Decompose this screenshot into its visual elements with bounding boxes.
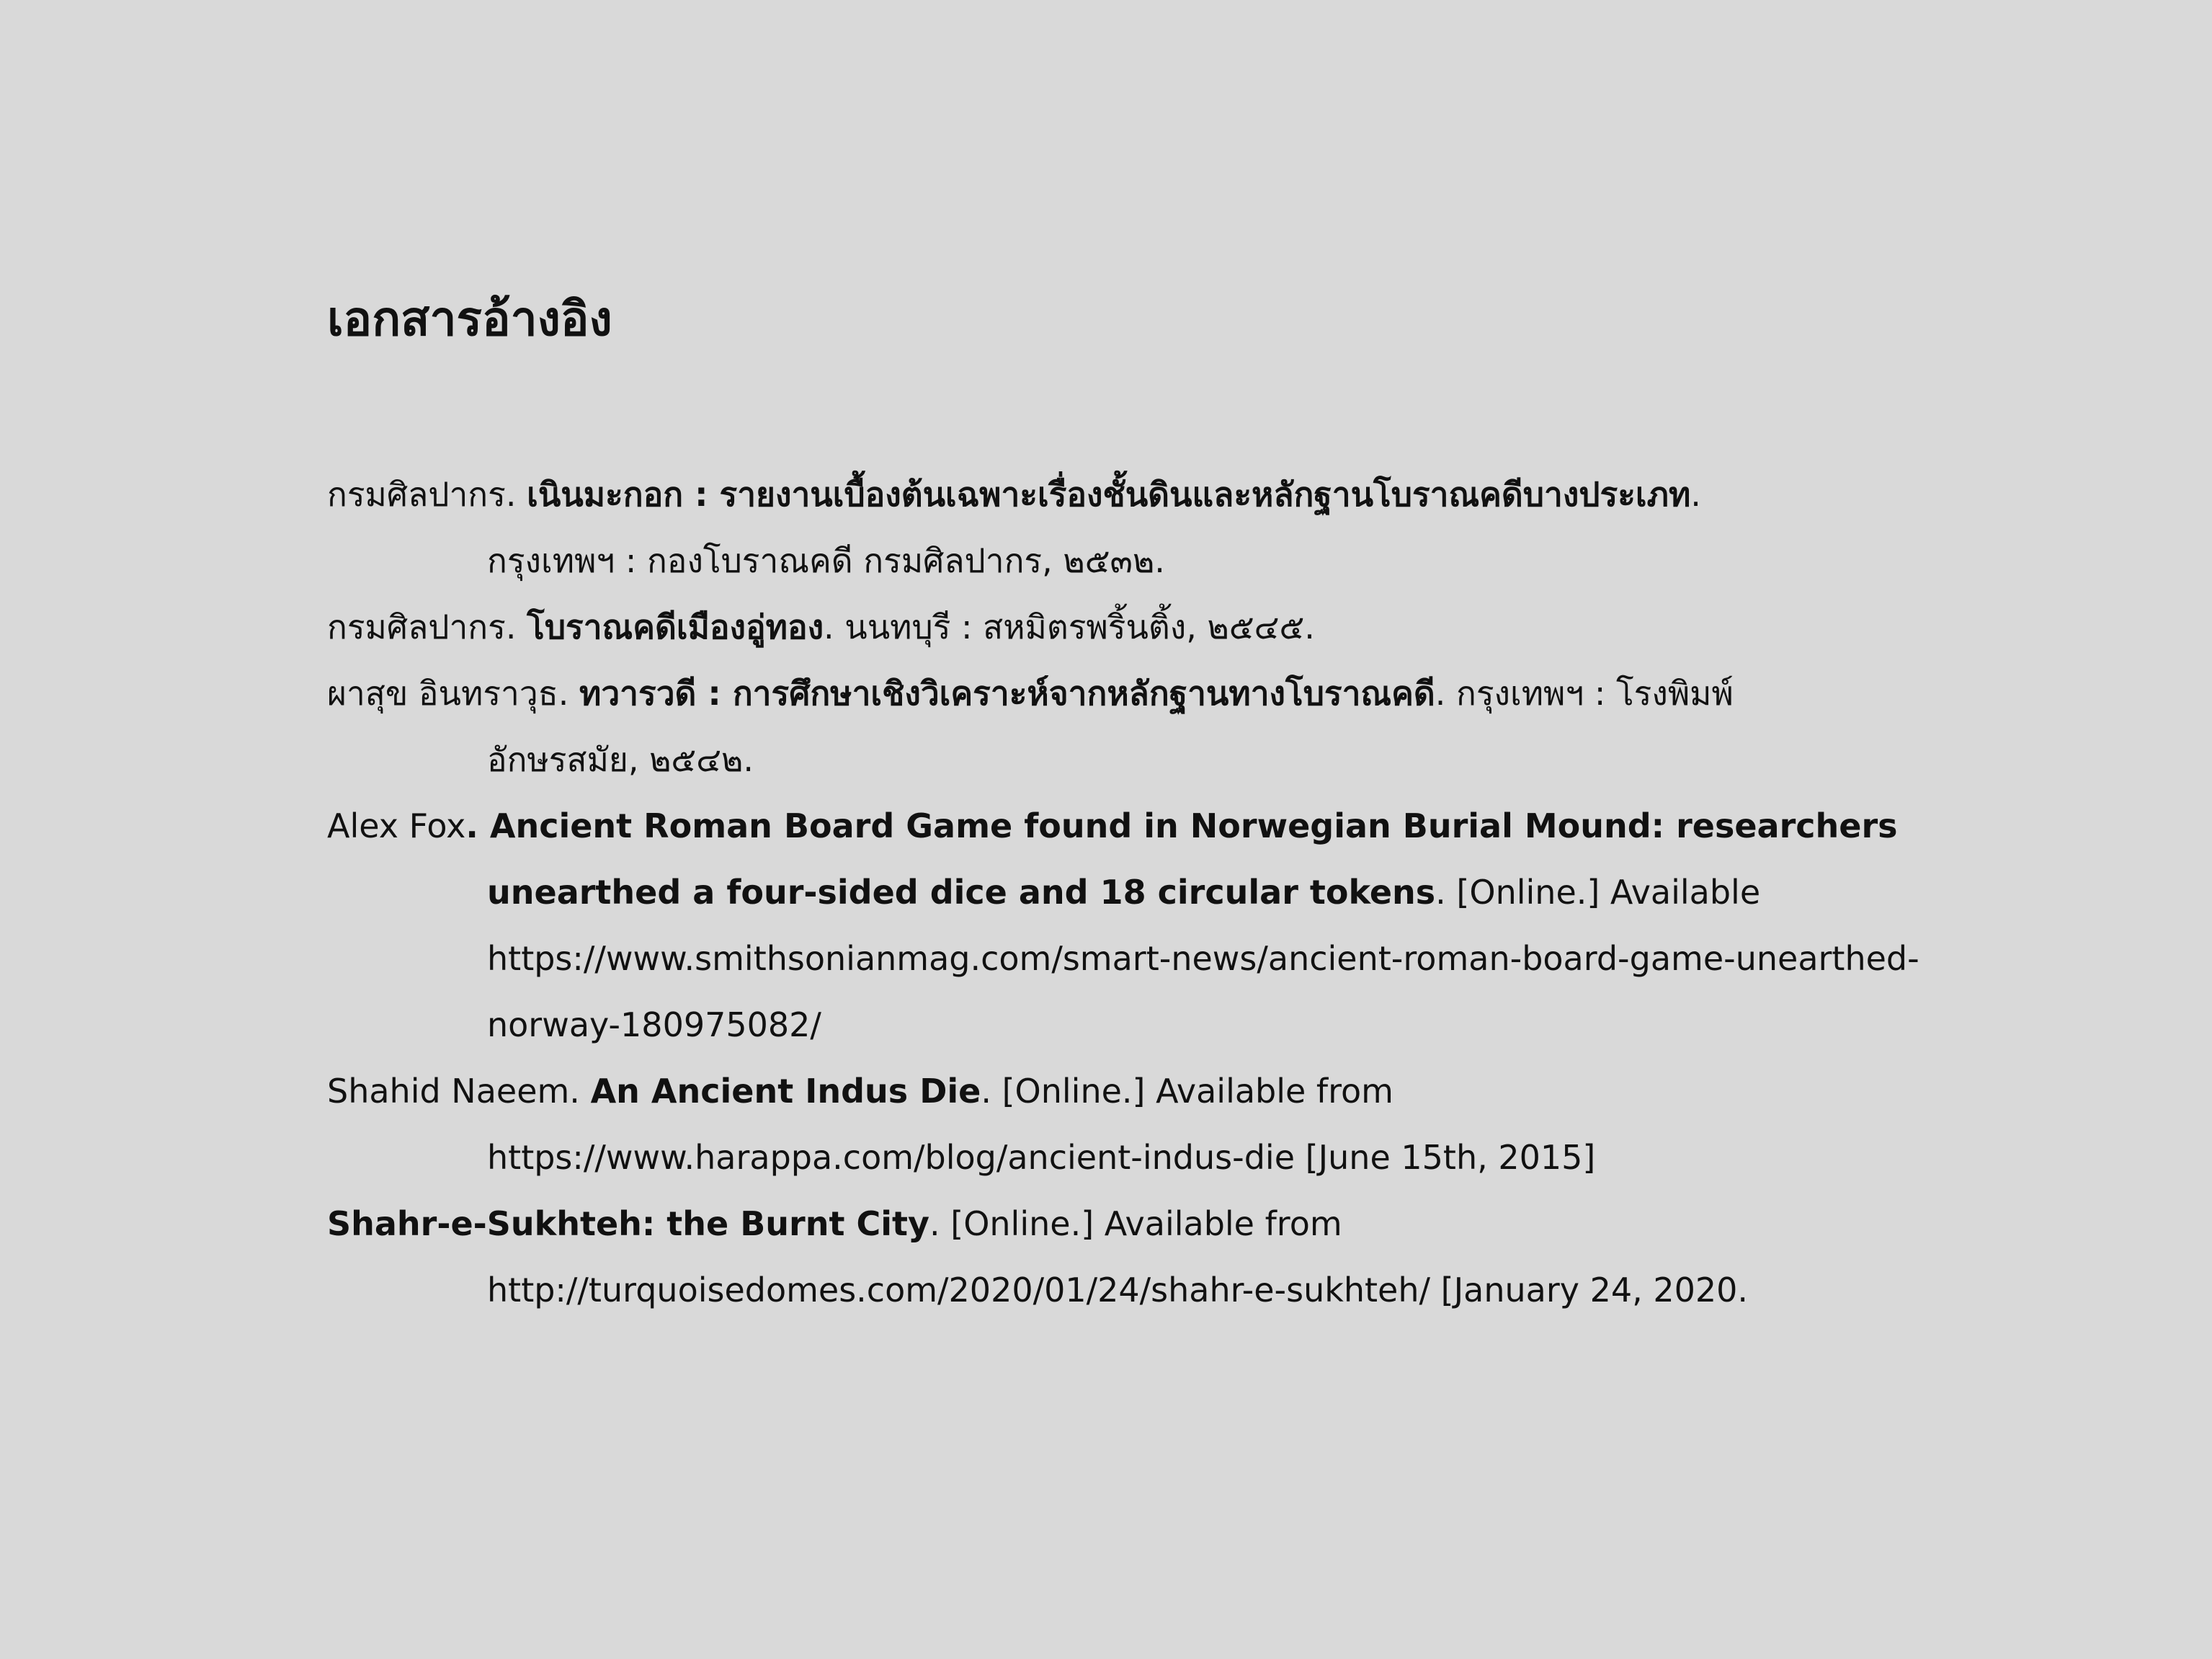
reference-text: . [Online.] Available from [929, 1204, 1342, 1243]
reference-title-text: ทวารวดี : การศึกษาเชิงวิเคราะห์จากหลักฐานทางโบราณคดี [579, 674, 1435, 713]
reference-first-line [327, 660, 2056, 726]
reference-text: ผาสุข อินทราวุธ. [327, 674, 580, 713]
reference-text: อักษรสมัย, ๒๕๔๒. [487, 740, 754, 779]
reference-text: . [1690, 475, 1701, 514]
reference-text: Alex Fox [327, 806, 466, 845]
reference-title-text: unearthed a four-sided dice and 18 circular tokens [487, 873, 1436, 912]
reference-continuation-line [327, 726, 2056, 793]
reference-text: https://www.smithsonianmag.com/smart-news/ancient-roman-board-game-unearthed- [487, 939, 1919, 978]
reference-text: norway-180975082/ [487, 1005, 821, 1044]
reference-title-text: . Ancient Roman Board Game found in Norwegian Burial Mound: researchers [465, 806, 1898, 845]
reference-continuation-line [327, 1124, 2056, 1191]
reference-text: กรมศิลปากร. [327, 608, 527, 646]
reference-title-text: เนินมะกอก : รายงานเบื้องต้นเฉพาะเรื่องชั้นดินและหลักฐานโบราณคดีบางประเภท [527, 475, 1691, 514]
reference-continuation-line [327, 528, 2056, 594]
reference-title-text: Shahr-e-Sukhteh: the Burnt City [327, 1204, 929, 1243]
reference-entry [327, 793, 2056, 1058]
reference-text: . [Online.] Available [1435, 873, 1761, 912]
reference-entry [327, 1058, 2056, 1191]
reference-text: กรุงเทพฯ : กองโบราณคดี กรมศิลปากร, ๒๕๓๒. [487, 541, 1165, 580]
reference-entry [327, 594, 2056, 660]
reference-text: https://www.harappa.com/blog/ancient-indus-die [June 15th, 2015] [487, 1138, 1596, 1177]
reference-entry [327, 461, 2056, 594]
reference-title-text: An Ancient Indus Die [590, 1072, 981, 1111]
reference-first-line [327, 461, 2056, 528]
reference-first-line [327, 793, 2056, 859]
reference-title-text: โบราณคดีเมืองอู่ทอง [527, 608, 824, 646]
reference-continuation-line [327, 859, 2056, 925]
reference-text: http://turquoisedomes.com/2020/01/24/shahr-e-sukhteh/ [January 24, 2020. [487, 1271, 1749, 1309]
reference-first-line [327, 594, 2056, 660]
reference-continuation-line [327, 992, 2056, 1058]
reference-first-line [327, 1191, 2056, 1257]
reference-entry [327, 1191, 2056, 1323]
reference-text: Shahid Naeem. [327, 1072, 591, 1111]
reference-text: . นนทบุรี : สหมิตรพริ้นติ้ง, ๒๕๔๕. [824, 608, 1315, 646]
reference-entry [327, 660, 2056, 793]
reference-text: . กรุงเทพฯ : โรงพิมพ์ [1435, 674, 1734, 713]
reference-first-line [327, 1058, 2056, 1124]
reference-text: . [Online.] Available from [981, 1072, 1393, 1111]
reference-text: กรมศิลปากร. [327, 475, 527, 514]
reference-continuation-line [327, 1257, 2056, 1323]
page-title: เอกสารอ้างอิง [327, 291, 612, 347]
reference-continuation-line [327, 925, 2056, 992]
reference-list [327, 461, 2056, 1323]
